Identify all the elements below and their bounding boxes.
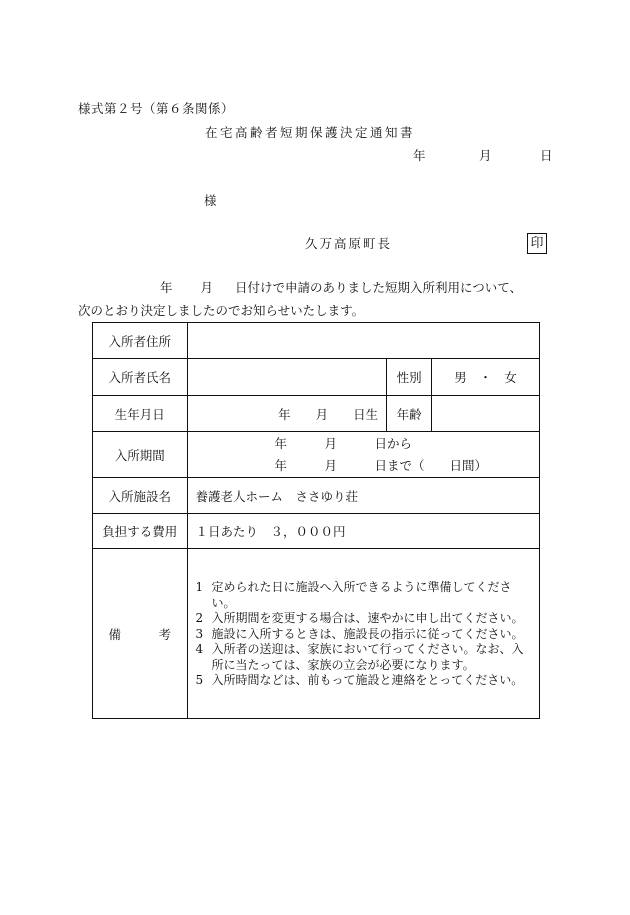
note-item: 5 入所時間などは、前もって施設と連絡をとってください。 — [195, 673, 524, 688]
address-label: 入所者住所 — [93, 323, 188, 359]
birth-value[interactable]: 年 月 日生 — [187, 396, 387, 432]
date-day-label: 日 — [540, 148, 553, 163]
body-text-line2: 次のとおり決定しましたのでお知らせいたします。 — [78, 303, 365, 318]
row-address — [93, 323, 540, 359]
note-item: 4 入所者の送迎は、家族において行ってください。なお、入所に当たっては、家族の立会が必要になります。 — [195, 642, 524, 672]
body-rest: 日付けで申請のありました短期入所利用について、 — [235, 280, 523, 295]
period-label: 入所期間 — [93, 432, 188, 478]
period-to: 年 月 日まで（ 日間） — [274, 457, 488, 473]
note-item: 2 入所期間を変更する場合は、速やかに申し出てください。 — [195, 611, 524, 626]
age-label: 年齢 — [387, 396, 432, 432]
date-month-label: 月 — [479, 148, 492, 163]
issuer-name: 久万高原町長 — [305, 236, 393, 251]
note-item: 3 施設に入所するときは、施設長の指示に従ってください。 — [195, 626, 524, 641]
row-birth — [93, 396, 540, 432]
birth-label: 生年月日 — [93, 396, 188, 432]
facility-label: 入所施設名 — [93, 478, 188, 514]
date-year-label: 年 — [413, 148, 426, 163]
period-from: 年 月 日から — [274, 435, 413, 451]
row-cost — [93, 514, 540, 549]
address-value[interactable] — [187, 323, 539, 359]
name-label: 入所者氏名 — [93, 359, 188, 396]
row-period — [93, 432, 540, 478]
row-facility — [93, 478, 540, 514]
body-month: 月 — [200, 280, 214, 295]
facility-value: 養護老人ホーム ささゆり荘 — [187, 478, 539, 514]
row-remarks — [93, 549, 540, 719]
cost-value: １日あたり ３，０００円 — [187, 514, 539, 549]
sex-options[interactable]: 男 ・ 女 — [432, 359, 540, 396]
sex-label: 性別 — [387, 359, 432, 396]
cost-label: 負担する費用 — [93, 514, 188, 549]
addressee-honorific: 様 — [204, 193, 217, 208]
row-name — [93, 359, 540, 396]
name-value[interactable] — [187, 359, 387, 396]
remarks-label: 備 考 — [93, 549, 188, 719]
age-value[interactable] — [432, 396, 540, 432]
decision-table — [92, 322, 540, 719]
period-value[interactable] — [187, 432, 539, 478]
document-title: 在宅高齢者短期保護決定通知書 — [205, 125, 416, 140]
body-text-line1 — [160, 282, 522, 295]
note-item: 1 定められた日に施設へ入所できるように準備してください。 — [195, 580, 512, 610]
body-year: 年 — [160, 280, 173, 295]
form-label: 様式第２号（第６条関係） — [78, 101, 235, 116]
remarks-notes — [187, 549, 539, 719]
seal-mark: 印 — [527, 233, 547, 254]
